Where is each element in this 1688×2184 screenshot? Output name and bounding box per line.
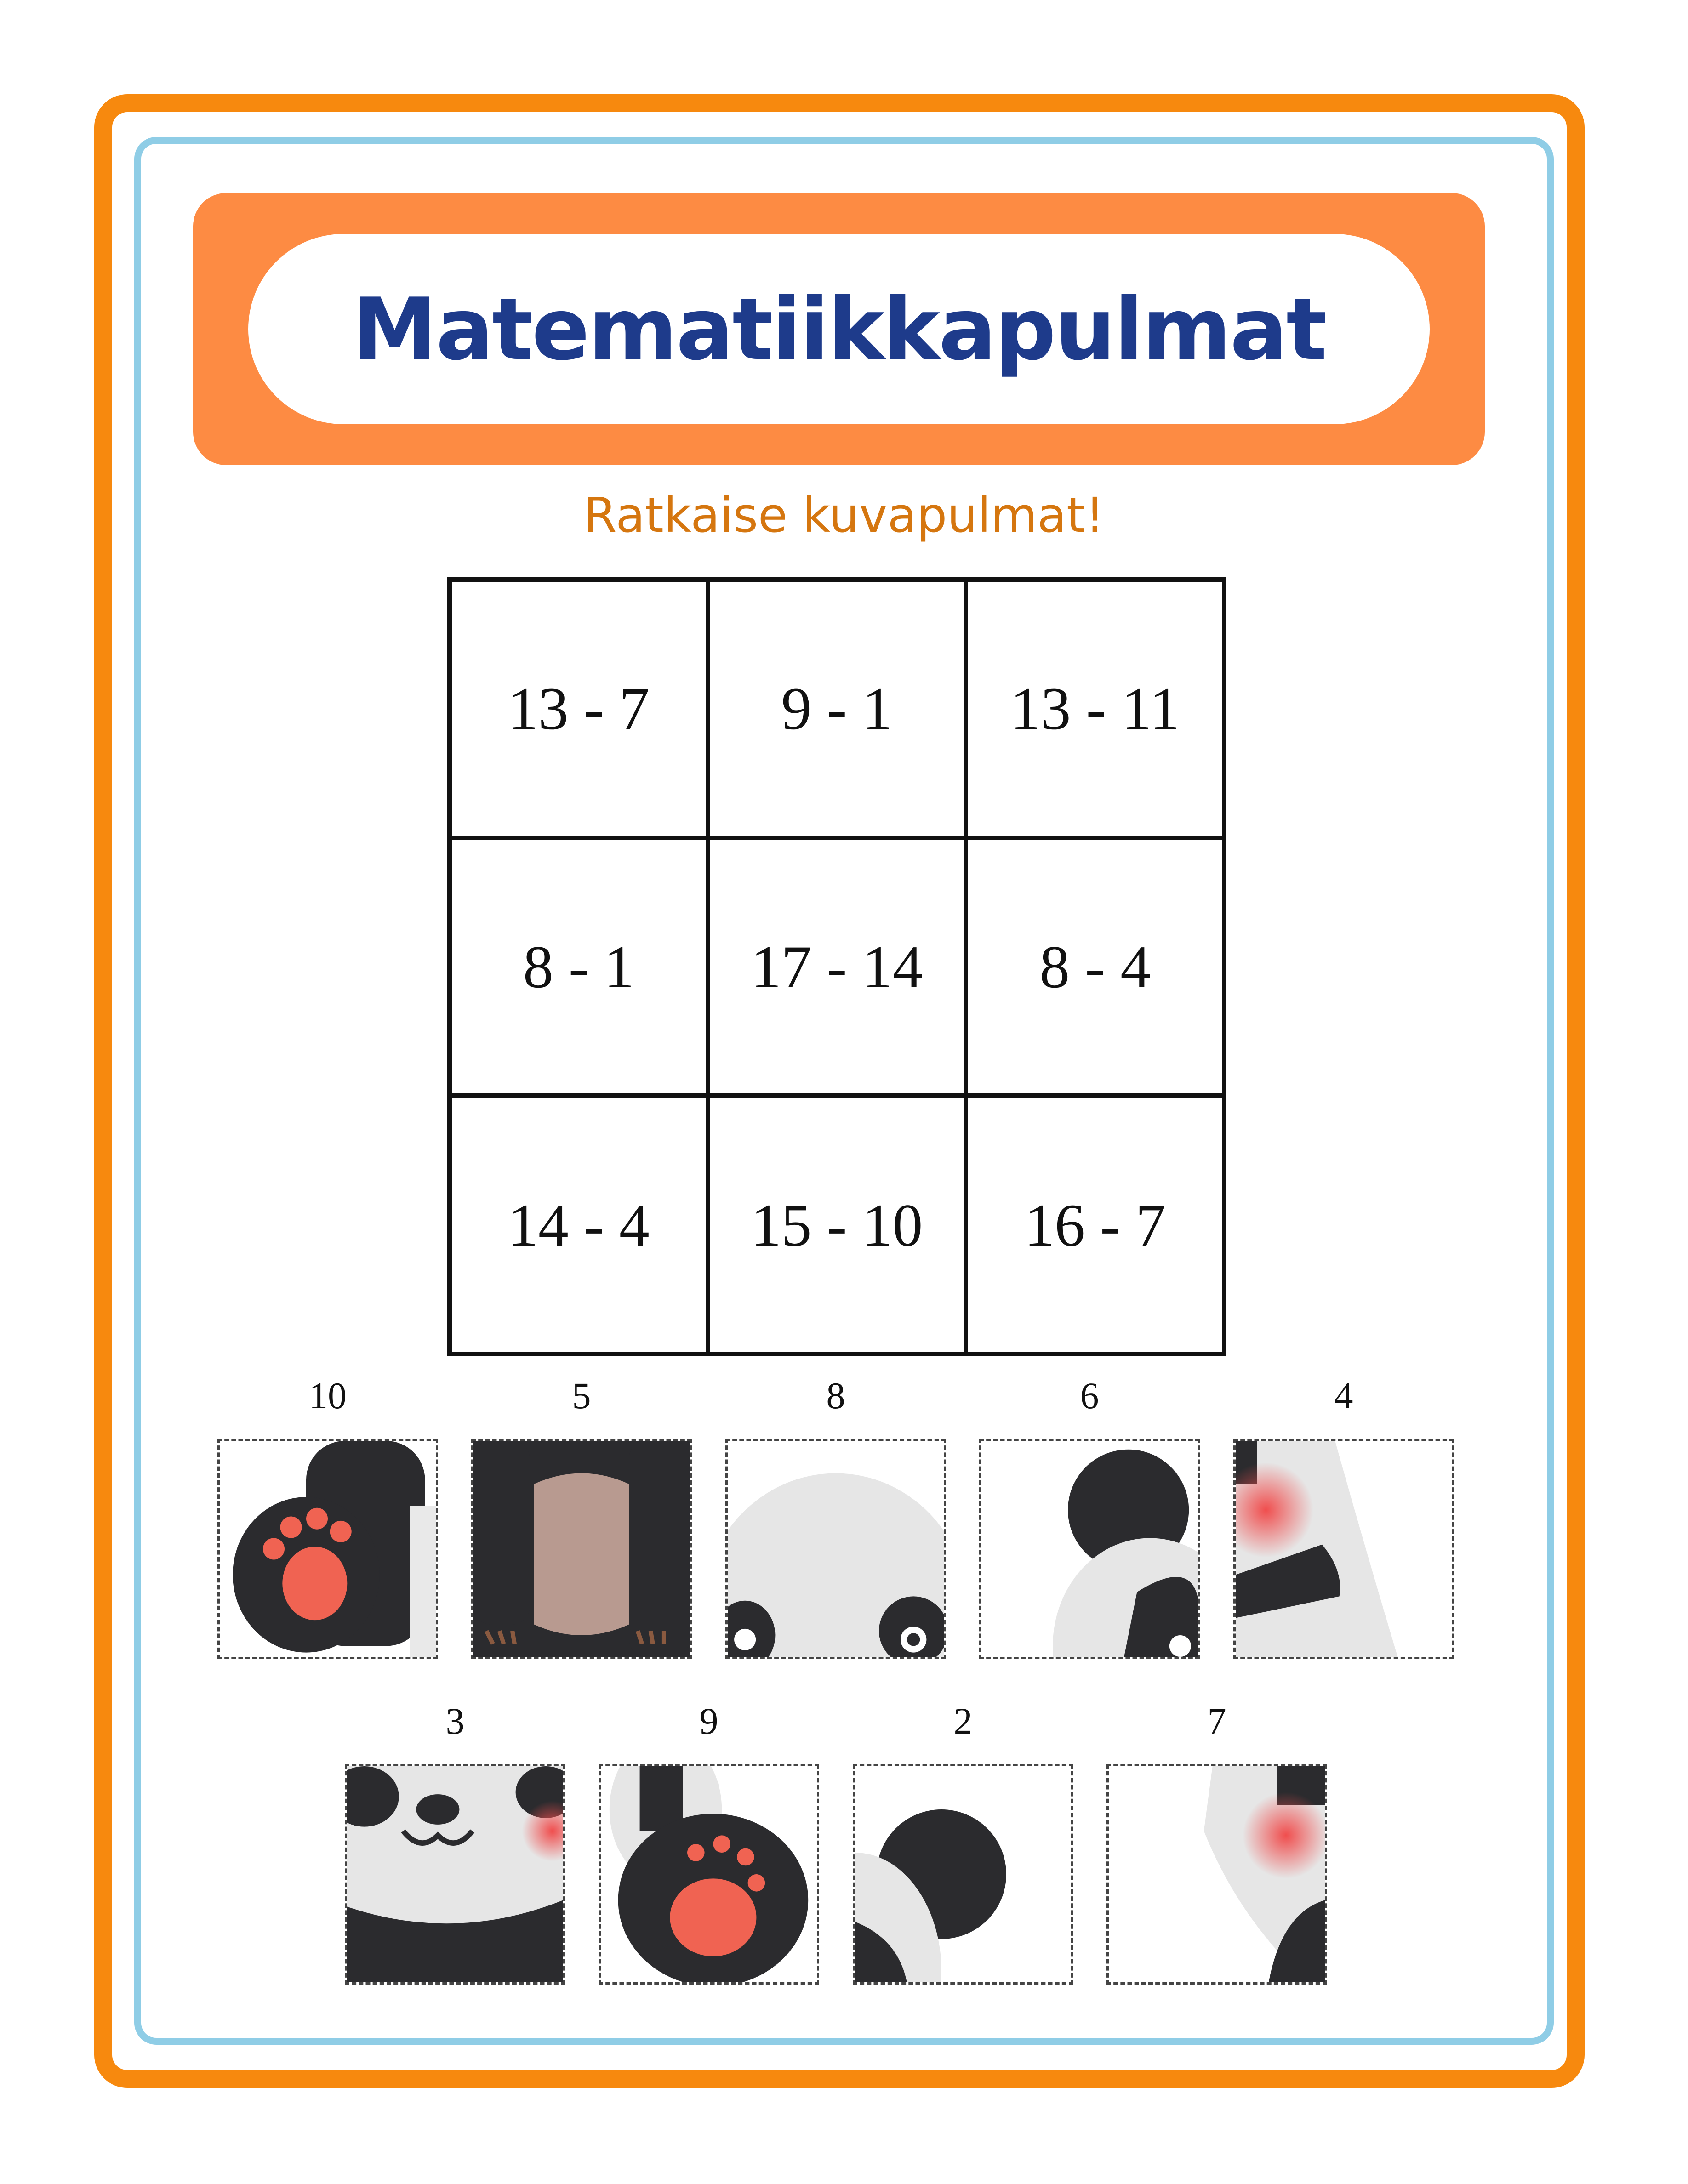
puzzle-piece[interactable] xyxy=(979,1439,1200,1659)
puzzle-piece[interactable] xyxy=(1106,1764,1327,1985)
grid-cell: 8 - 1 xyxy=(450,838,708,1096)
subtitle: Ratkaise kuvapulmat! xyxy=(583,487,1105,543)
puzzle-piece[interactable] xyxy=(725,1439,946,1659)
piece-label: 8 xyxy=(826,1375,845,1416)
puzzle-piece[interactable] xyxy=(1233,1439,1454,1659)
grid-cell: 13 - 7 xyxy=(450,580,708,838)
panda-shoulder-icon xyxy=(1109,1766,1325,1982)
piece-label: 10 xyxy=(309,1375,347,1416)
grid-cell: 8 - 4 xyxy=(966,838,1224,1096)
grid-cell: 9 - 1 xyxy=(708,580,966,838)
grid-cell: 14 - 4 xyxy=(450,1096,708,1354)
panda-face-icon xyxy=(347,1766,563,1982)
puzzle-grid xyxy=(447,577,1226,1356)
piece-label: 6 xyxy=(1080,1375,1099,1416)
piece-label: 4 xyxy=(1334,1375,1353,1416)
piece-label: 3 xyxy=(445,1700,465,1742)
grid-cell: 15 - 10 xyxy=(708,1096,966,1354)
panda-belly-icon xyxy=(473,1441,690,1657)
puzzle-piece[interactable] xyxy=(599,1764,819,1985)
panda-ear-icon xyxy=(855,1766,1071,1982)
header-pill xyxy=(248,234,1430,424)
grid-cell: 16 - 7 xyxy=(966,1096,1224,1354)
piece-label: 7 xyxy=(1207,1700,1226,1742)
panda-paw-right-icon xyxy=(601,1766,817,1982)
piece-label: 5 xyxy=(572,1375,591,1416)
grid-cell: 13 - 11 xyxy=(966,580,1224,838)
panda-paw-left-icon xyxy=(220,1441,436,1657)
puzzle-piece[interactable] xyxy=(345,1764,565,1985)
panda-cheek-right-icon xyxy=(1236,1441,1452,1657)
panda-ear-left-icon xyxy=(981,1441,1198,1657)
piece-label: 2 xyxy=(953,1700,973,1742)
panda-head-top-icon xyxy=(728,1441,944,1657)
piece-label: 9 xyxy=(699,1700,719,1742)
page-title: Matematiikkapulmat xyxy=(352,279,1326,379)
puzzle-piece[interactable] xyxy=(471,1439,692,1659)
grid-cell: 17 - 14 xyxy=(708,838,966,1096)
puzzle-piece[interactable] xyxy=(853,1764,1073,1985)
puzzle-piece[interactable] xyxy=(217,1439,438,1659)
